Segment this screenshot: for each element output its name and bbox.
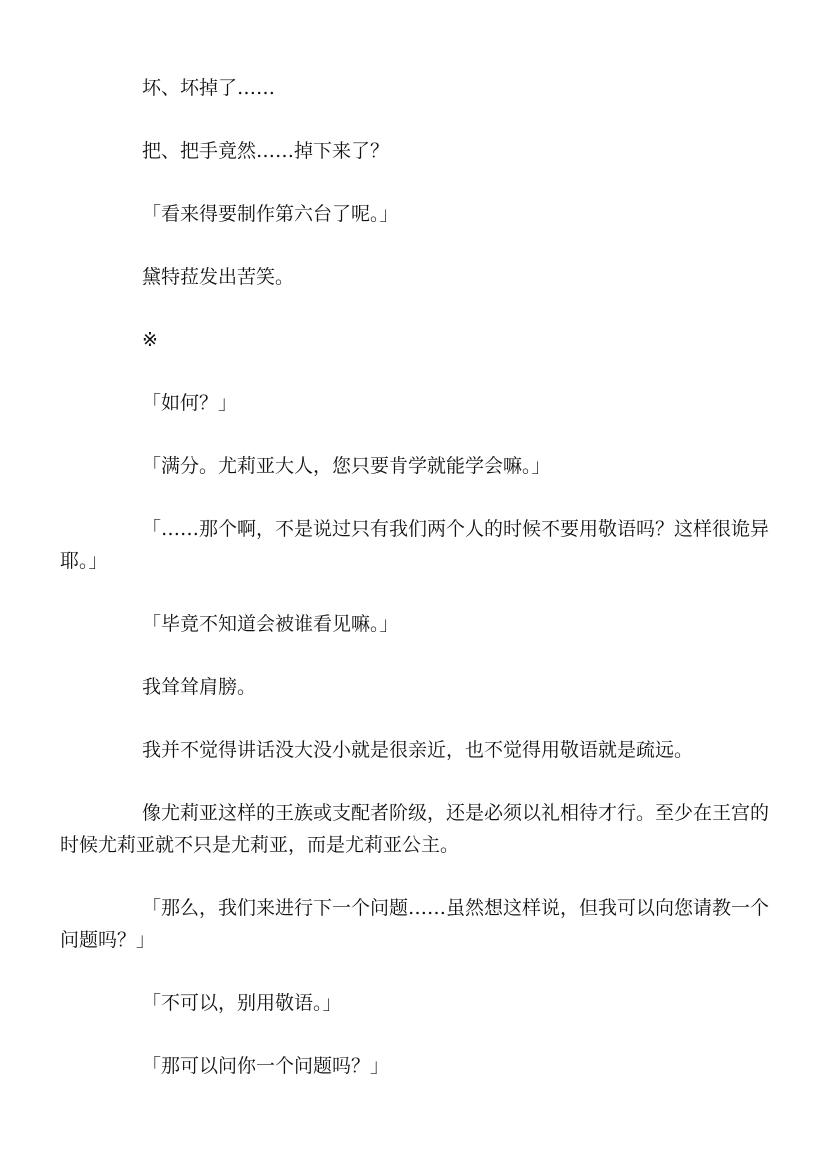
paragraph: 「……那个啊，不是说过只有我们两个人的时候不要用敬语吗？这样很诡异耶。」: [60, 518, 770, 572]
paragraph: 黛特菈发出苦笑。: [142, 266, 295, 288]
paragraph: 「看来得要制作第六台了呢。」: [142, 203, 399, 225]
paragraph: 「满分。尤莉亚大人，您只要肯学就能学会嘛。」: [142, 455, 551, 477]
paragraph: 「那么，我们来进行下一个问题……虽然想这样说，但我可以向您请教一个问题吗？」: [60, 897, 770, 951]
paragraph: 像尤莉亚这样的王族或支配者阶级，还是必须以礼相待才行。至少在王宫的时候尤莉亚就不只是尤莉亚，而是尤莉亚公主。: [60, 802, 770, 856]
text-body: [60, 72, 770, 1113]
scene-break-mark: ※: [142, 329, 158, 351]
paragraph: 把、把手竟然……掉下来了？: [142, 140, 390, 162]
paragraph: 「不可以，别用敬语。」: [142, 992, 342, 1014]
paragraph: 「毕竟不知道会被谁看见嘛。」: [142, 613, 399, 635]
paragraph: 我耸耸肩膀。: [142, 676, 257, 698]
paragraph: 「如何？」: [142, 392, 238, 414]
paragraph: 坏、坏掉了……: [142, 77, 276, 99]
paragraph: 「那可以问你一个问题吗？」: [142, 1055, 390, 1077]
paragraph: 我并不觉得讲话没大没小就是很亲近，也不觉得用敬语就是疏远。: [142, 739, 694, 761]
